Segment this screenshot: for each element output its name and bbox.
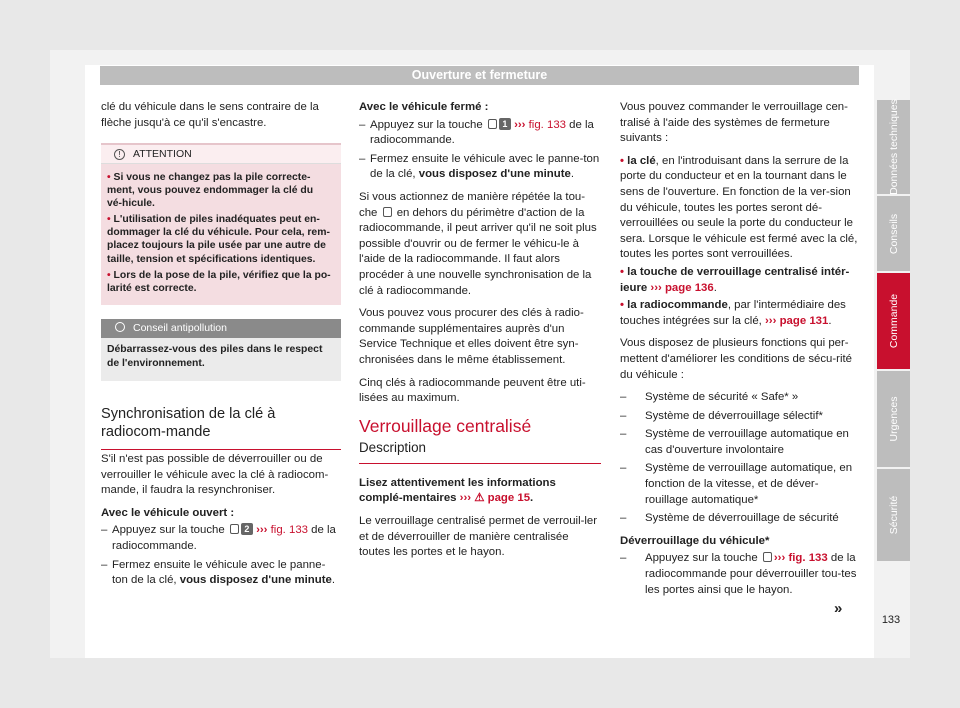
lock-key-icon: [488, 119, 497, 129]
central-locking-heading: Verrouillage centralisé: [359, 415, 532, 436]
warning-icon: !: [114, 149, 125, 160]
page-link[interactable]: page 136: [664, 281, 714, 294]
page-link[interactable]: page 15: [487, 492, 531, 505]
warning-box: [101, 143, 341, 305]
fig-link[interactable]: fig. 133: [528, 118, 566, 131]
callout-badge: 1: [499, 118, 511, 130]
fig-link[interactable]: fig. 133: [788, 552, 828, 565]
system-item: – Système de déverrouillage sélectif*: [620, 409, 823, 422]
intro-text: clé du véhicule dans le sens contraire de la flèche jusqu'à ce qu'il s'encastre.: [101, 101, 319, 129]
open-step-1: – Appuyez sur la touche 2 ››› fig. 133 de la radiocommande.: [101, 524, 336, 552]
section-header: Ouverture et fermeture: [100, 66, 859, 85]
eco-header: [101, 319, 341, 338]
closed-label: Avec le véhicule fermé :: [359, 101, 489, 113]
eco-tip-box: [101, 319, 341, 381]
unlock-key-icon: [763, 552, 772, 562]
systems-intro: Vous pouvez commander le verrouillage cen-tralisé à l'aide des systèmes de fermeture suivants :: [620, 101, 848, 145]
tab-securite[interactable]: Sécurité: [877, 469, 910, 561]
tab-donnees-techniques[interactable]: Données techniques: [877, 100, 910, 194]
system-item: – Système de sécurité « Safe* »: [620, 391, 799, 404]
security-intro: Vous disposez de plusieurs fonctions qui per-mettent d'améliorer les conditions de sécu-rité du véhicule :: [620, 337, 852, 381]
chapter-tabs: [877, 100, 910, 563]
open-label: Avec le véhicule ouvert :: [101, 506, 235, 519]
bullet-interior-button: • la touche de verrouillage centralisé intér-ieure ››› page 136.: [620, 265, 850, 294]
warning-item: • Si vous ne changez pas la pile correcte-ment, vous pouvez endommager la clé du vé-hicule.: [107, 172, 314, 210]
unlock-key-icon: [230, 524, 239, 534]
description-heading: Description: [359, 440, 601, 464]
unlock-step: – Appuyez sur la touche ››› fig. 133 de la radiocommande pour déverrouiller tou-tes les portes ainsi que le hayon.: [620, 552, 857, 596]
page-number: 133: [881, 614, 901, 626]
eco-body: Débarrassez-vous des piles dans le respect de l'environnement.: [107, 344, 323, 369]
central-locking-para: Le verrouillage centralisé permet de verrouil-ler et de déverrouiller de manière centralisée toutes les portes et le hayon.: [359, 515, 598, 559]
sync-heading: Synchronisation de la clé à radiocom-mande: [101, 405, 341, 450]
closed-step-1: – Appuyez sur la touche 1 ››› fig. 133 de la radiocommande.: [359, 118, 594, 147]
closed-step-2: – Fermez ensuite le véhicule avec le panne-ton de la clé, vous disposez d'une minute.: [359, 152, 600, 181]
warning-body: [101, 164, 341, 295]
lock-key-icon: [383, 207, 392, 217]
callout-badge: 2: [241, 523, 253, 535]
eco-leaf-icon: [115, 322, 125, 332]
system-item: – Système de verrouillage automatique en cas d'ouverture involontaire: [620, 428, 849, 456]
repeat-para: Si vous actionnez de manière répétée la tou-che en dehors du périmètre d'action de la radiocommande, il peut arriver qu'il ne soit plus possible d'ouvrir ou de fermer le véhicu-le à l'aide de la radiocommande. Il faut alors procéder à une nouvelle synchronisation de la clé à radiocommande.: [359, 190, 597, 297]
eco-title: Conseil antipollution: [133, 322, 227, 334]
system-item: – Système de déverrouillage de sécurité: [620, 512, 839, 525]
warning-item: • Lors de la pose de la pile, vérifiez que la po-larité est correcte.: [107, 269, 331, 294]
fig-link[interactable]: fig. 133: [270, 524, 308, 537]
tab-commande[interactable]: Commande: [877, 273, 910, 369]
page-link[interactable]: page 131: [779, 314, 829, 327]
warning-item: • L'utilisation de piles inadéquates peut en-dommager la clé du véhicule. Pour cela, rem-placez toujours la pile usée par une autre de taille, tension et spécifications identiques.: [107, 214, 330, 265]
system-item: – Système de verrouillage automatique, en fonction de la vitesse, et de déver-rouillage automatique*: [620, 462, 853, 506]
extra-keys-para: Vous pouvez vous procurer des clés à radio-commande supplémentaires auprès d'un Service Technique et elles doivent être syn-chronisées dans le même établissement.: [359, 307, 584, 366]
read-info-para: Lisez attentivement les informations complé-mentaires ››› ⚠ page 15.: [359, 476, 556, 505]
sync-section: [101, 452, 341, 592]
tab-urgences[interactable]: Urgences: [877, 371, 910, 467]
open-step-2: – Fermez ensuite le véhicule avec le panne-ton de la clé, vous disposez d'une minute.: [101, 558, 336, 587]
column-1: [101, 100, 341, 138]
max-keys-para: Cinq clés à radiocommande peuvent être uti-lisées au maximum.: [359, 376, 586, 405]
unlock-label: Déverrouillage du véhicule*: [620, 534, 770, 547]
column-2: [359, 100, 601, 568]
warning-triangle-icon: ⚠: [474, 492, 485, 505]
warning-title: ATTENTION: [133, 148, 192, 160]
bullet-remote: • la radiocommande, par l'intermédiaire des touches intégrées sur la clé, ››› page 131.: [620, 299, 846, 327]
continued-mark: »: [834, 600, 843, 617]
column-3: [620, 100, 860, 601]
sync-intro: S'il n'est pas possible de déverrouiller ou de verrouiller le véhicule avec la clé à radiocom-mande, il faudra la resynchroniser.: [101, 453, 329, 497]
tab-conseils[interactable]: Conseils: [877, 196, 910, 271]
bullet-key: • la clé, en l'introduisant dans la serrure de la porte du conducteur et en la tournant dans le sens de l'ouverture. En fonction de la ver-sion du véhicule, toutes les portes seront dé-verrouillées ou seule la porte du conducteur le sera. Lorsque le véhicule est fermé avec la clé, toutes les portes sont verrouillées.: [620, 154, 858, 261]
warning-header: [101, 145, 341, 164]
